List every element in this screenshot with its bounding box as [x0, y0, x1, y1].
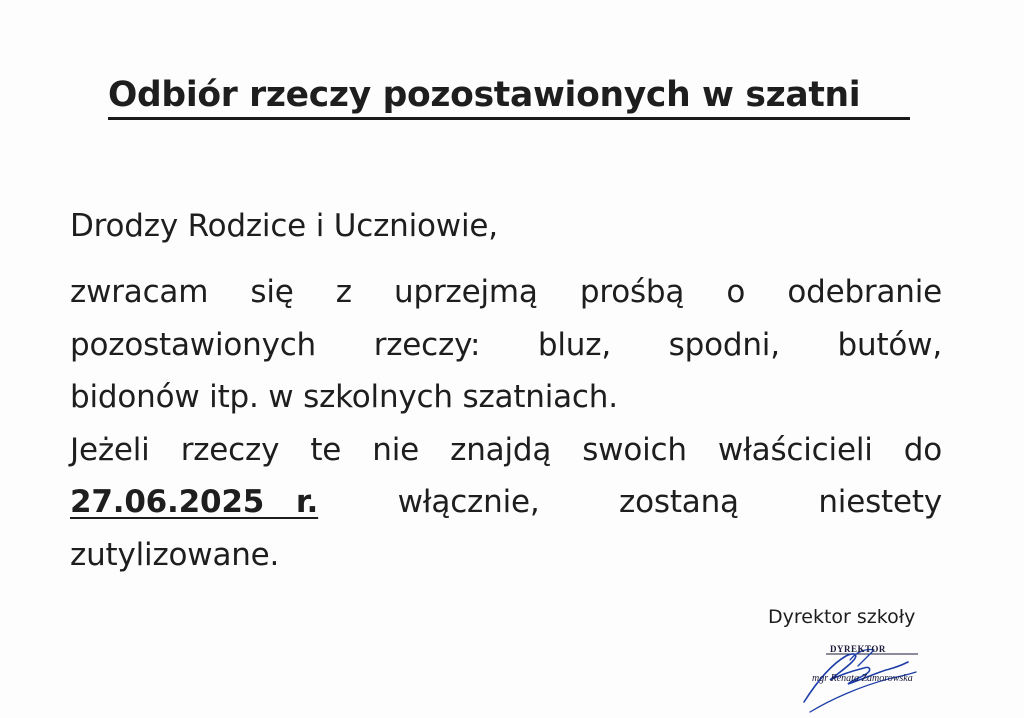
salutation: Drodzy Rodzice i Uczniowie, — [70, 208, 498, 244]
date-line-word: zostaną — [619, 484, 739, 520]
date-line-word: niestety — [818, 484, 942, 520]
paragraph-line: Jeżeli rzeczy te nie znajdą swoich właścicieli do — [70, 431, 942, 468]
date-line-word: włącznie, — [397, 484, 540, 520]
paragraph-line: zwracam się z uprzejmą prośbą o odebranie — [70, 274, 942, 310]
signature-label: Dyrektor szkoły — [768, 606, 916, 628]
signature-stamp — [790, 640, 950, 715]
paragraph-line: bidonów itp. w szkolnych szatniach. — [70, 379, 618, 415]
notice-title: Odbiór rzeczy pozostawionych w szatni — [108, 75, 861, 115]
paragraph-line: pozostawionych rzeczy: bluz, spodni, butów, — [70, 326, 942, 363]
deadline-date: 27.06.2025 r. — [70, 484, 319, 520]
closing-line: zutylizowane. — [70, 536, 280, 573]
notice-paragraph — [70, 266, 942, 581]
stamp-name: mgr Renata Zamorowska — [812, 673, 913, 684]
date-line — [70, 476, 942, 529]
title-underline — [108, 117, 910, 120]
stamp-title: DYREKTOR — [830, 644, 886, 654]
